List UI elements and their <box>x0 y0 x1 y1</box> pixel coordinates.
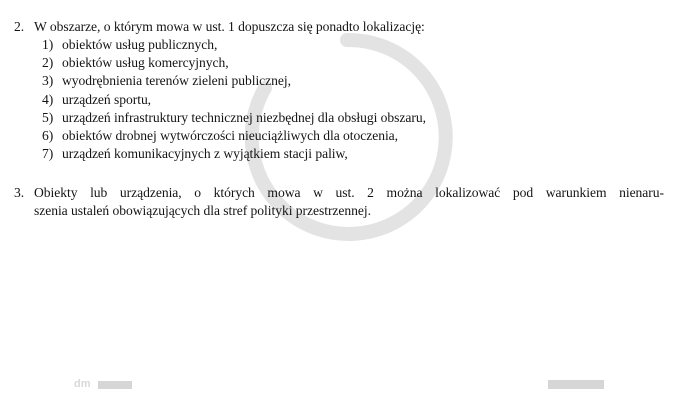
sub-list-item <box>42 72 602 90</box>
sub-list-item <box>42 54 602 72</box>
sub-item-text: urządzeń sportu, <box>62 91 152 107</box>
sub-item-number: 3) <box>42 73 54 89</box>
sub-item-number: 4) <box>42 91 54 107</box>
sub-item-text: obiektów usług komercyjnych, <box>62 55 229 71</box>
sub-item-number: 5) <box>42 109 54 125</box>
sub-item-number: 1) <box>42 37 54 52</box>
sub-list-item <box>42 127 602 145</box>
sub-item-text: urządzeń infrastruktury technicznej niezbędnej dla obsługi obszaru, <box>62 109 426 125</box>
sub-item-text: wyodrębnienia terenów zieleni publicznej, <box>62 73 291 89</box>
item-text: W obszarze, o którym mowa w ust. 1 dopuszcza się ponadto lokalizację: <box>34 19 425 34</box>
sub-item-text: obiektów usług publicznych, <box>62 37 218 52</box>
sub-list-item <box>42 145 602 163</box>
sub-list <box>42 36 602 163</box>
item-number: 3. <box>14 185 25 200</box>
sub-list-item <box>42 109 602 127</box>
sub-item-number: 7) <box>42 146 54 162</box>
footer-bar <box>98 381 132 389</box>
footer-left-mark <box>74 380 132 389</box>
footer-ghost-text: dm <box>74 378 91 390</box>
sub-item-number: 6) <box>42 127 54 143</box>
item-text <box>34 184 664 220</box>
sub-list-item <box>42 36 602 54</box>
sub-item-text: obiektów drobnej wytwórczości nieuciążliwych dla otoczenia, <box>62 127 399 143</box>
paragraph-line: Obiekty lub urządzenia, o których mowa w ust. 2 można lokalizować pod warunkiem nienaru- <box>34 185 664 200</box>
sub-item-text: urządzeń komunikacyjnych z wyjątkiem stacji paliw, <box>62 146 348 162</box>
paragraph-line: szenia ustaleń obowiązujących dla stref polityki przestrzennej. <box>34 203 371 218</box>
sub-item-number: 2) <box>42 55 54 71</box>
sub-list-item <box>42 91 602 109</box>
item-number: 2. <box>14 19 25 34</box>
footer-right-bar <box>548 380 604 389</box>
